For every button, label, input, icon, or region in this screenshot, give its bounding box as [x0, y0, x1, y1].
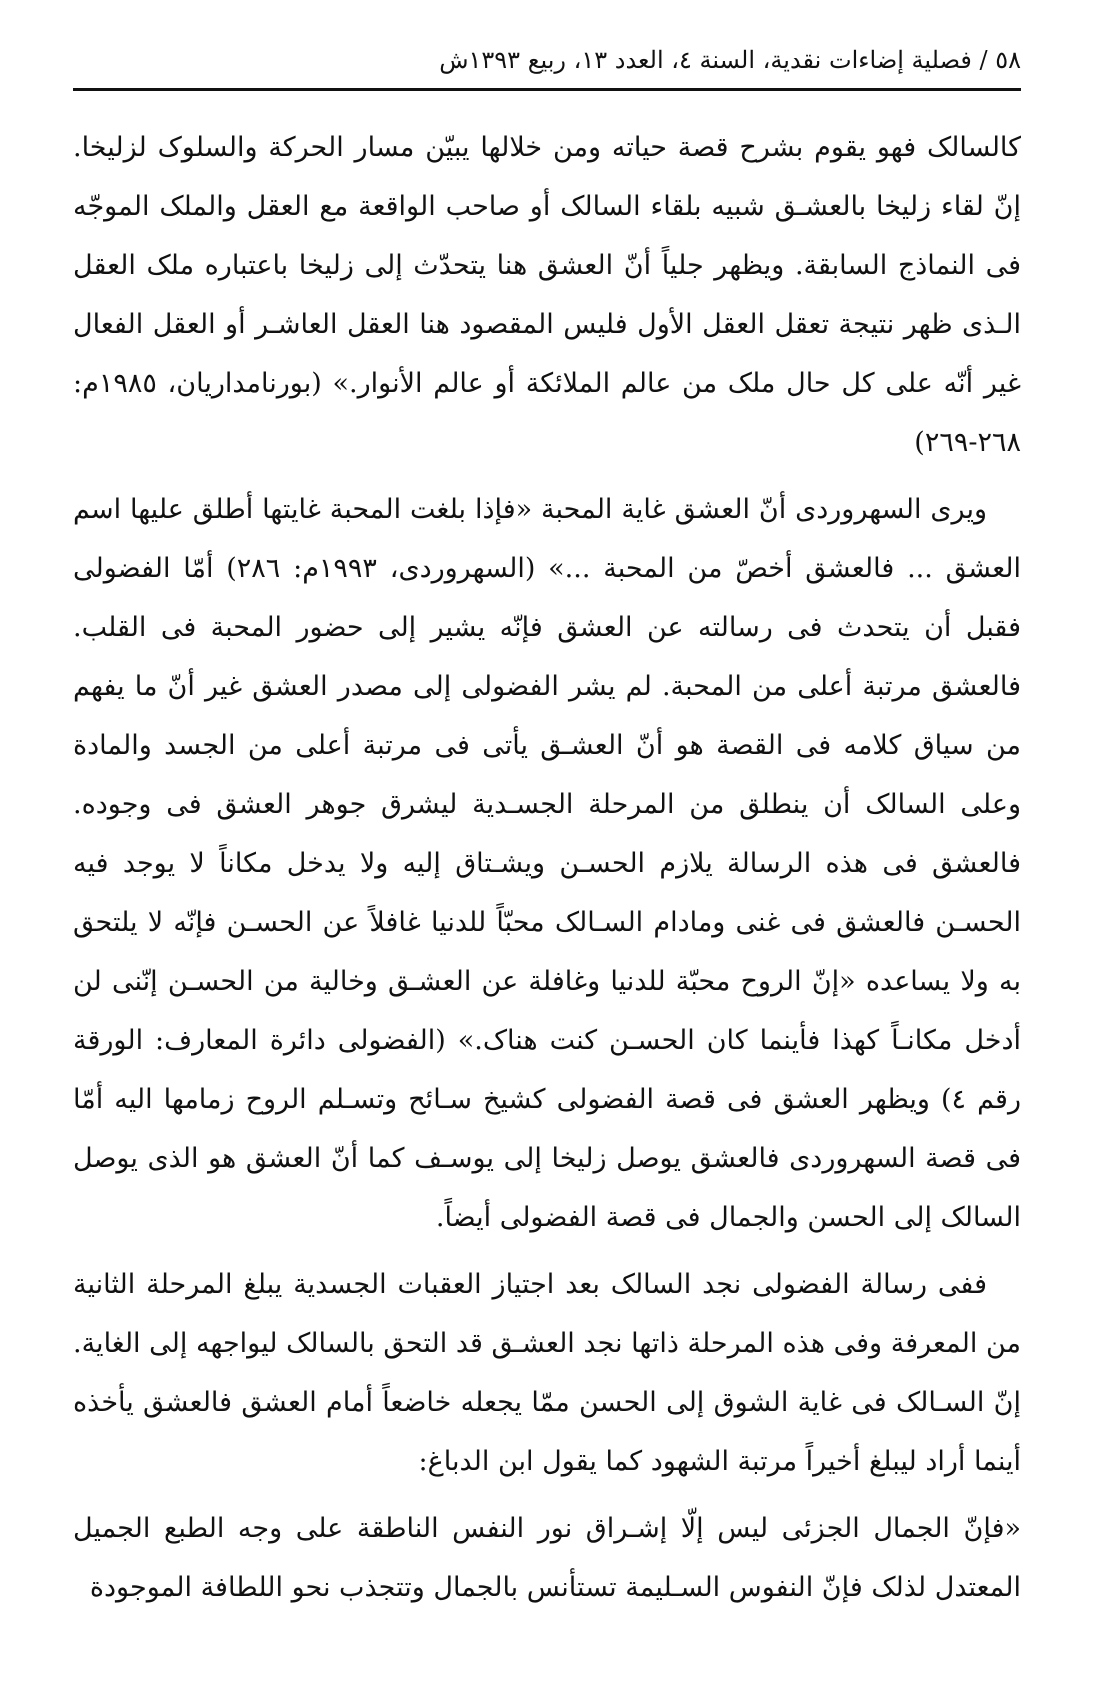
- paragraph-3: ففی رسالة الفضولی نجد السالک بعد اجتياز العقبات الجسدية يبلغ المرحلة الثانية من المعرفة وفی هذه المرحلة ذاتها نجد العشـق قد التحق بالسالک ليواجهه إلی الغاية. إنّ السـالک فی غاية الشوق إلی الحسن ممّا يجعله خاضعاً أمام العشق فالعشق يأخذه أينما أراد ليبلغ أخيراً مرتبة الشهود کما يقول ابن الدباغ:: [73, 1269, 1021, 1477]
- paragraph-1: كالسالک فهو يقوم بشرح قصة حياته ومن خلالها يبيّن مسار الحرکة والسلوک لزليخا. إنّ لقاء زليخا بالعشـق شبيه بلقاء السالک أو صاحب الواقعة مع العقل والملک الموجّه فی النماذج السابقة. ويظهر جلياً أنّ العشق هنا يتحدّث إلی زليخا باعتباره ملک العقل الـذی ظهر نتيجة تعقل العقل الأول فليس المقصود هنا العقل العاشـر أو العقل الفعال غير أنّه علی کل حال ملک من عالم الملائکة أو عالم الأنوار.» (بورنامداريان، ١٩٨٥م: ٢٦٨-٢٦٩): [73, 132, 1021, 458]
- paragraph-2: ويری السهروردی أنّ العشق غاية المحبة «فإذا بلغت المحبة غايتها أطلق عليها اسم العشق ... فالعشق أخصّ من المحبة ...» (السهروردی، ١٩٩٣م: ٢٨٦) أمّا الفضولی فقبل أن يتحدث فی رسالته عن العشق فإنّه يشير إلی حضور المحبة فی القلب. فالعشق مرتبة أعلی من المحبة. لم يشر الفضولی إلی مصدر العشق غير أنّ ما يفهم من سياق کلامه فی القصة هو أنّ العشـق يأتی فی مرتبة أعلی من الجسد والمادة وعلی السالک أن ينطلق من المرحلة الجسـدية ليشرق جوهر العشق فی وجوده. فالعشق فی هذه الرسالة يلازم الحسـن ويشـتاق إليه ولا يدخل مکاناً لا يوجد فيه الحسـن فالعشق فی غنی ومادام السـالک محبّاً للدنيا غافلاً عن الحسـن فإنّه لا يلتحق به ولا يساعده «إنّ الروح محبّة للدنيا وغافلة عن العشـق وخالية من الحسـن إنّنی لن أدخل مکانـاً کهذا فأينما کان الحسـن کنت هناک.» (الفضولی دائرة المعارف: الورقة رقم ٤) ويظهر العشق فی قصة الفضولی کشيخ سـائح وتسـلم الروح زمامها اليه أمّا فی قصة السهروردی فالعشق يوصل زليخا إلی يوسـف کما أنّ العشق هو الذی يوصل السالک إلی الحسن والجمال فی قصة الفضولی أيضاً.: [73, 494, 1021, 1233]
- header-divider: [73, 88, 1021, 91]
- paragraph-4-quote: «فإنّ الجمال الجزئی ليس إلّا إشـراق نور النفس الناطقة علی وجه الطبع الجميل المعتدل لذلک فإنّ النفوس السـليمة تستأنس بالجمال وتتجذب نحو اللطافة الموجودة: [73, 1513, 1021, 1603]
- running-header: ٥٨ / فصلية إضاءات نقدية، السنة ٤، العدد ١٣، ربيع ١٣٩٣ش: [439, 46, 1021, 74]
- body-text: [73, 118, 1021, 1625]
